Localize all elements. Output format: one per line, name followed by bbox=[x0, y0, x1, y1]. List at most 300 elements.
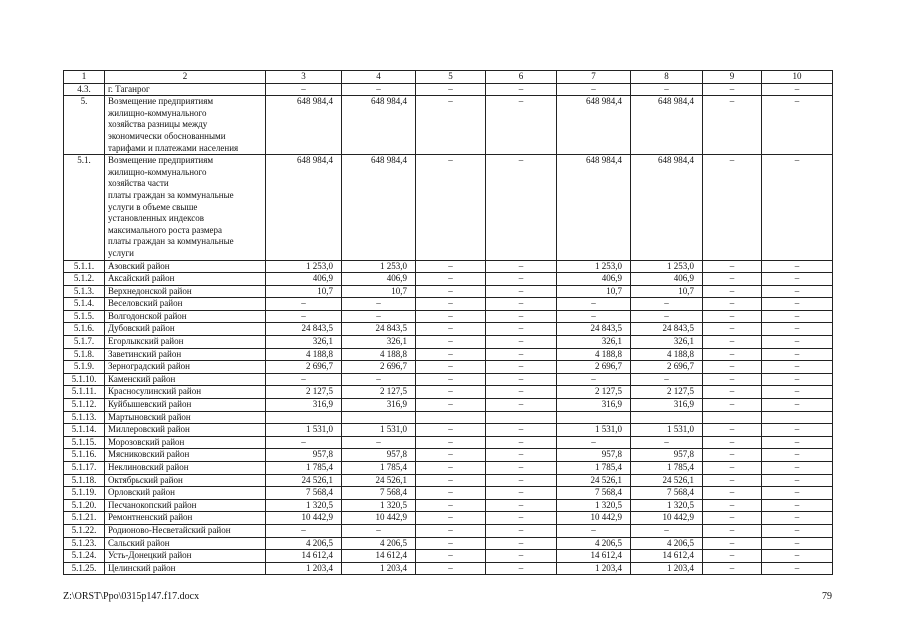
table-row bbox=[64, 524, 833, 537]
col8-cell: – bbox=[631, 83, 703, 96]
row-number-cell: 5. bbox=[64, 96, 105, 155]
row-number-cell: 5.1.13. bbox=[64, 411, 105, 424]
col9-cell: – bbox=[703, 260, 762, 273]
table-row bbox=[64, 373, 833, 386]
column-number-header: 9 bbox=[703, 71, 762, 84]
col3-cell: 316,9 bbox=[266, 399, 342, 412]
col3-cell: 14 612,4 bbox=[266, 550, 342, 563]
col9-cell: – bbox=[703, 386, 762, 399]
col9-cell: – bbox=[703, 424, 762, 437]
name-cell: Егорлыкский район bbox=[105, 336, 266, 349]
col8-cell: 14 612,4 bbox=[631, 550, 703, 563]
col7-cell: 1 531,0 bbox=[557, 424, 631, 437]
row-number-cell: 5.1.6. bbox=[64, 323, 105, 336]
col7-cell bbox=[557, 411, 631, 424]
col3-cell: 1 320,5 bbox=[266, 499, 342, 512]
col3-cell: 326,1 bbox=[266, 336, 342, 349]
col5-cell: – bbox=[416, 399, 486, 412]
row-number-cell: 5.1.7. bbox=[64, 336, 105, 349]
col7-cell: 406,9 bbox=[557, 273, 631, 286]
name-cell: Азовский район bbox=[105, 260, 266, 273]
footer-file-path: Z:\ORST\Ppo\0315p147.f17.docx bbox=[63, 591, 200, 602]
col9-cell: – bbox=[703, 487, 762, 500]
table-row bbox=[64, 562, 833, 575]
col10-cell: – bbox=[762, 260, 833, 273]
col9-cell: – bbox=[703, 436, 762, 449]
col8-cell: 1 320,5 bbox=[631, 499, 703, 512]
col4-cell: 957,8 bbox=[342, 449, 416, 462]
col8-cell: – bbox=[631, 436, 703, 449]
col10-cell: – bbox=[762, 155, 833, 260]
row-number-cell: 5.1.3. bbox=[64, 285, 105, 298]
table-row bbox=[64, 155, 833, 260]
col8-cell: 957,8 bbox=[631, 449, 703, 462]
table-row bbox=[64, 285, 833, 298]
col8-cell: – bbox=[631, 524, 703, 537]
col5-cell: – bbox=[416, 562, 486, 575]
col6-cell: – bbox=[486, 323, 557, 336]
col4-cell: 10,7 bbox=[342, 285, 416, 298]
col7-cell: – bbox=[557, 524, 631, 537]
column-number-header: 1 bbox=[64, 71, 105, 84]
column-number-header: 6 bbox=[486, 71, 557, 84]
col7-cell: 1 320,5 bbox=[557, 499, 631, 512]
row-number-cell: 5.1. bbox=[64, 155, 105, 260]
table-row bbox=[64, 386, 833, 399]
name-cell: Дубовский район bbox=[105, 323, 266, 336]
col10-cell: – bbox=[762, 512, 833, 525]
col10-cell: – bbox=[762, 562, 833, 575]
col5-cell: – bbox=[416, 323, 486, 336]
col5-cell: – bbox=[416, 499, 486, 512]
col7-cell: – bbox=[557, 373, 631, 386]
col9-cell: – bbox=[703, 399, 762, 412]
col5-cell: – bbox=[416, 348, 486, 361]
row-number-cell: 4.3. bbox=[64, 83, 105, 96]
col6-cell: – bbox=[486, 96, 557, 155]
col5-cell: – bbox=[416, 155, 486, 260]
col3-cell: 24 526,1 bbox=[266, 474, 342, 487]
col6-cell: – bbox=[486, 285, 557, 298]
col6-cell: – bbox=[486, 260, 557, 273]
name-cell: Каменский район bbox=[105, 373, 266, 386]
col8-cell: 316,9 bbox=[631, 399, 703, 412]
col3-cell: 4 188,8 bbox=[266, 348, 342, 361]
col4-cell: 24 526,1 bbox=[342, 474, 416, 487]
col3-cell: 648 984,4 bbox=[266, 96, 342, 155]
col3-cell: – bbox=[266, 83, 342, 96]
col9-cell: – bbox=[703, 348, 762, 361]
col5-cell: – bbox=[416, 462, 486, 475]
col9-cell: – bbox=[703, 310, 762, 323]
col4-cell bbox=[342, 411, 416, 424]
col6-cell: – bbox=[486, 462, 557, 475]
table-row bbox=[64, 424, 833, 437]
col8-cell: 326,1 bbox=[631, 336, 703, 349]
name-cell: Возмещение предприятиям жилищно-коммунального хозяйства разницы между экономически обоснованными тарифами и платежами населения bbox=[105, 96, 266, 155]
col8-cell: – bbox=[631, 298, 703, 311]
col4-cell: – bbox=[342, 310, 416, 323]
name-cell: Заветинский район bbox=[105, 348, 266, 361]
col5-cell: – bbox=[416, 550, 486, 563]
col3-cell: 4 206,5 bbox=[266, 537, 342, 550]
name-cell: Октябрьский район bbox=[105, 474, 266, 487]
col10-cell: – bbox=[762, 399, 833, 412]
col3-cell: 1 531,0 bbox=[266, 424, 342, 437]
col6-cell: – bbox=[486, 310, 557, 323]
col8-cell: 1 253,0 bbox=[631, 260, 703, 273]
table-row bbox=[64, 499, 833, 512]
row-number-cell: 5.1.21. bbox=[64, 512, 105, 525]
row-number-cell: 5.1.23. bbox=[64, 537, 105, 550]
col8-cell: 2 696,7 bbox=[631, 361, 703, 374]
col4-cell: – bbox=[342, 436, 416, 449]
col6-cell: – bbox=[486, 449, 557, 462]
row-number-cell: 5.1.20. bbox=[64, 499, 105, 512]
col4-cell: 1 203,4 bbox=[342, 562, 416, 575]
table-row bbox=[64, 474, 833, 487]
col3-cell: 7 568,4 bbox=[266, 487, 342, 500]
table-row bbox=[64, 512, 833, 525]
col4-cell: 10 442,9 bbox=[342, 512, 416, 525]
col8-cell: 10,7 bbox=[631, 285, 703, 298]
col4-cell: 1 253,0 bbox=[342, 260, 416, 273]
col6-cell: – bbox=[486, 562, 557, 575]
col10-cell: – bbox=[762, 386, 833, 399]
col4-cell: – bbox=[342, 298, 416, 311]
col10-cell: – bbox=[762, 436, 833, 449]
col5-cell: – bbox=[416, 310, 486, 323]
row-number-cell: 5.1.1. bbox=[64, 260, 105, 273]
col4-cell: – bbox=[342, 524, 416, 537]
col6-cell: – bbox=[486, 487, 557, 500]
col6-cell: – bbox=[486, 373, 557, 386]
table-row bbox=[64, 399, 833, 412]
col9-cell: – bbox=[703, 373, 762, 386]
col10-cell: – bbox=[762, 285, 833, 298]
col7-cell: – bbox=[557, 83, 631, 96]
col5-cell: – bbox=[416, 260, 486, 273]
col10-cell: – bbox=[762, 96, 833, 155]
col6-cell: – bbox=[486, 336, 557, 349]
row-number-cell: 5.1.16. bbox=[64, 449, 105, 462]
column-number-header: 2 bbox=[105, 71, 266, 84]
name-cell: Родионово-Несветайский район bbox=[105, 524, 266, 537]
row-number-cell: 5.1.15. bbox=[64, 436, 105, 449]
col8-cell: 648 984,4 bbox=[631, 96, 703, 155]
col10-cell: – bbox=[762, 487, 833, 500]
col6-cell: – bbox=[486, 399, 557, 412]
col4-cell: 2 696,7 bbox=[342, 361, 416, 374]
col10-cell: – bbox=[762, 424, 833, 437]
row-number-cell: 5.1.19. bbox=[64, 487, 105, 500]
name-cell: Волгодонской район bbox=[105, 310, 266, 323]
col7-cell: 326,1 bbox=[557, 336, 631, 349]
col8-cell: – bbox=[631, 373, 703, 386]
col6-cell: – bbox=[486, 348, 557, 361]
col4-cell: 7 568,4 bbox=[342, 487, 416, 500]
col6-cell: – bbox=[486, 550, 557, 563]
table-row bbox=[64, 260, 833, 273]
col10-cell: – bbox=[762, 310, 833, 323]
name-cell: Зерноградский район bbox=[105, 361, 266, 374]
col3-cell: – bbox=[266, 310, 342, 323]
col8-cell: 1 203,4 bbox=[631, 562, 703, 575]
col9-cell: – bbox=[703, 83, 762, 96]
col4-cell: 24 843,5 bbox=[342, 323, 416, 336]
col10-cell: – bbox=[762, 499, 833, 512]
col3-cell: 10 442,9 bbox=[266, 512, 342, 525]
col7-cell: 14 612,4 bbox=[557, 550, 631, 563]
col9-cell: – bbox=[703, 474, 762, 487]
col6-cell: – bbox=[486, 537, 557, 550]
col10-cell: – bbox=[762, 361, 833, 374]
page-number: 79 bbox=[822, 591, 832, 602]
col9-cell: – bbox=[703, 361, 762, 374]
col3-cell: 2 127,5 bbox=[266, 386, 342, 399]
col8-cell: 2 127,5 bbox=[631, 386, 703, 399]
col6-cell: – bbox=[486, 386, 557, 399]
col9-cell: – bbox=[703, 96, 762, 155]
col10-cell bbox=[762, 411, 833, 424]
row-number-cell: 5.1.8. bbox=[64, 348, 105, 361]
name-cell: Красносулинский район bbox=[105, 386, 266, 399]
column-number-header: 7 bbox=[557, 71, 631, 84]
col4-cell: 4 206,5 bbox=[342, 537, 416, 550]
col3-cell: – bbox=[266, 524, 342, 537]
col4-cell: 648 984,4 bbox=[342, 155, 416, 260]
col8-cell: 4 188,8 bbox=[631, 348, 703, 361]
column-number-header: 4 bbox=[342, 71, 416, 84]
col9-cell bbox=[703, 411, 762, 424]
column-number-header: 10 bbox=[762, 71, 833, 84]
col7-cell: 4 188,8 bbox=[557, 348, 631, 361]
col6-cell: – bbox=[486, 512, 557, 525]
col7-cell: 1 203,4 bbox=[557, 562, 631, 575]
header-row bbox=[64, 71, 833, 84]
col5-cell: – bbox=[416, 361, 486, 374]
col9-cell: – bbox=[703, 273, 762, 286]
col7-cell: 10,7 bbox=[557, 285, 631, 298]
row-number-cell: 5.1.5. bbox=[64, 310, 105, 323]
col7-cell: – bbox=[557, 436, 631, 449]
col10-cell: – bbox=[762, 449, 833, 462]
col3-cell: 2 696,7 bbox=[266, 361, 342, 374]
col6-cell: – bbox=[486, 436, 557, 449]
col4-cell: 648 984,4 bbox=[342, 96, 416, 155]
col8-cell: 10 442,9 bbox=[631, 512, 703, 525]
table-row bbox=[64, 298, 833, 311]
col5-cell: – bbox=[416, 285, 486, 298]
col4-cell: 1 531,0 bbox=[342, 424, 416, 437]
col4-cell: 406,9 bbox=[342, 273, 416, 286]
budget-table bbox=[63, 70, 833, 575]
col7-cell: 24 843,5 bbox=[557, 323, 631, 336]
col3-cell: 648 984,4 bbox=[266, 155, 342, 260]
col5-cell: – bbox=[416, 424, 486, 437]
col4-cell: 1 785,4 bbox=[342, 462, 416, 475]
row-number-cell: 5.1.2. bbox=[64, 273, 105, 286]
row-number-cell: 5.1.17. bbox=[64, 462, 105, 475]
name-cell: Сальский район bbox=[105, 537, 266, 550]
col7-cell: 7 568,4 bbox=[557, 487, 631, 500]
row-number-cell: 5.1.4. bbox=[64, 298, 105, 311]
col8-cell: 406,9 bbox=[631, 273, 703, 286]
table-row bbox=[64, 462, 833, 475]
row-number-cell: 5.1.24. bbox=[64, 550, 105, 563]
col6-cell: – bbox=[486, 424, 557, 437]
col3-cell: 1 785,4 bbox=[266, 462, 342, 475]
col6-cell: – bbox=[486, 474, 557, 487]
col5-cell: – bbox=[416, 474, 486, 487]
col9-cell: – bbox=[703, 336, 762, 349]
col10-cell: – bbox=[762, 550, 833, 563]
col7-cell: – bbox=[557, 310, 631, 323]
name-cell: Песчанокопский район bbox=[105, 499, 266, 512]
col3-cell: 957,8 bbox=[266, 449, 342, 462]
col9-cell: – bbox=[703, 524, 762, 537]
col10-cell: – bbox=[762, 524, 833, 537]
col4-cell: – bbox=[342, 373, 416, 386]
col4-cell: – bbox=[342, 83, 416, 96]
col3-cell: – bbox=[266, 373, 342, 386]
col5-cell: – bbox=[416, 524, 486, 537]
col8-cell: 648 984,4 bbox=[631, 155, 703, 260]
name-cell: Аксайский район bbox=[105, 273, 266, 286]
col9-cell: – bbox=[703, 562, 762, 575]
table-row bbox=[64, 96, 833, 155]
col8-cell: 1 531,0 bbox=[631, 424, 703, 437]
name-cell: Целинский район bbox=[105, 562, 266, 575]
name-cell: Усть-Донецкий район bbox=[105, 550, 266, 563]
row-number-cell: 5.1.18. bbox=[64, 474, 105, 487]
col9-cell: – bbox=[703, 512, 762, 525]
table-row bbox=[64, 323, 833, 336]
table-row bbox=[64, 537, 833, 550]
col7-cell: 4 206,5 bbox=[557, 537, 631, 550]
col10-cell: – bbox=[762, 336, 833, 349]
col9-cell: – bbox=[703, 462, 762, 475]
col3-cell: 24 843,5 bbox=[266, 323, 342, 336]
table-row bbox=[64, 310, 833, 323]
col8-cell: 24 843,5 bbox=[631, 323, 703, 336]
col6-cell: – bbox=[486, 499, 557, 512]
col10-cell: – bbox=[762, 348, 833, 361]
col5-cell: – bbox=[416, 83, 486, 96]
col4-cell: 316,9 bbox=[342, 399, 416, 412]
name-cell: Мартыновский район bbox=[105, 411, 266, 424]
col8-cell: 1 785,4 bbox=[631, 462, 703, 475]
col5-cell: – bbox=[416, 512, 486, 525]
col7-cell: 2 127,5 bbox=[557, 386, 631, 399]
table-row bbox=[64, 411, 833, 424]
col10-cell: – bbox=[762, 273, 833, 286]
col4-cell: 4 188,8 bbox=[342, 348, 416, 361]
col10-cell: – bbox=[762, 474, 833, 487]
col9-cell: – bbox=[703, 323, 762, 336]
table-row bbox=[64, 273, 833, 286]
name-cell: Веселовский район bbox=[105, 298, 266, 311]
col5-cell: – bbox=[416, 336, 486, 349]
col9-cell: – bbox=[703, 537, 762, 550]
row-number-cell: 5.1.14. bbox=[64, 424, 105, 437]
col9-cell: – bbox=[703, 298, 762, 311]
col5-cell: – bbox=[416, 96, 486, 155]
table-row bbox=[64, 550, 833, 563]
col8-cell: 4 206,5 bbox=[631, 537, 703, 550]
name-cell: г. Таганрог bbox=[105, 83, 266, 96]
col3-cell: – bbox=[266, 298, 342, 311]
col5-cell: – bbox=[416, 449, 486, 462]
col3-cell: 406,9 bbox=[266, 273, 342, 286]
col6-cell: – bbox=[486, 273, 557, 286]
col6-cell: – bbox=[486, 83, 557, 96]
col5-cell: – bbox=[416, 298, 486, 311]
name-cell: Верхнедонской район bbox=[105, 285, 266, 298]
col9-cell: – bbox=[703, 499, 762, 512]
col5-cell: – bbox=[416, 373, 486, 386]
col9-cell: – bbox=[703, 155, 762, 260]
col4-cell: 14 612,4 bbox=[342, 550, 416, 563]
col4-cell: 2 127,5 bbox=[342, 386, 416, 399]
col10-cell: – bbox=[762, 83, 833, 96]
col6-cell bbox=[486, 411, 557, 424]
col3-cell: 1 203,4 bbox=[266, 562, 342, 575]
col10-cell: – bbox=[762, 298, 833, 311]
col8-cell: – bbox=[631, 310, 703, 323]
col5-cell: – bbox=[416, 537, 486, 550]
col8-cell: 24 526,1 bbox=[631, 474, 703, 487]
col7-cell: 24 526,1 bbox=[557, 474, 631, 487]
column-number-header: 3 bbox=[266, 71, 342, 84]
col7-cell: 957,8 bbox=[557, 449, 631, 462]
row-number-cell: 5.1.25. bbox=[64, 562, 105, 575]
col7-cell: 648 984,4 bbox=[557, 96, 631, 155]
col9-cell: – bbox=[703, 285, 762, 298]
table-row bbox=[64, 361, 833, 374]
col7-cell: 1 785,4 bbox=[557, 462, 631, 475]
table-row bbox=[64, 449, 833, 462]
table-row bbox=[64, 348, 833, 361]
table-row bbox=[64, 436, 833, 449]
name-cell: Неклиновский район bbox=[105, 462, 266, 475]
col3-cell: 1 253,0 bbox=[266, 260, 342, 273]
col4-cell: 326,1 bbox=[342, 336, 416, 349]
col5-cell: – bbox=[416, 487, 486, 500]
name-cell: Миллеровский район bbox=[105, 424, 266, 437]
col6-cell: – bbox=[486, 155, 557, 260]
name-cell: Возмещение предприятиям жилищно-коммунального хозяйства части платы граждан за коммунальные услуги в объеме свыше установленных индексов максимального роста размера платы граждан за коммунальные услуги bbox=[105, 155, 266, 260]
col5-cell: – bbox=[416, 386, 486, 399]
col8-cell bbox=[631, 411, 703, 424]
row-number-cell: 5.1.12. bbox=[64, 399, 105, 412]
col7-cell: 10 442,9 bbox=[557, 512, 631, 525]
row-number-cell: 5.1.10. bbox=[64, 373, 105, 386]
col9-cell: – bbox=[703, 449, 762, 462]
col7-cell: 1 253,0 bbox=[557, 260, 631, 273]
col6-cell: – bbox=[486, 524, 557, 537]
col3-cell bbox=[266, 411, 342, 424]
column-number-header: 8 bbox=[631, 71, 703, 84]
name-cell: Мясниковский район bbox=[105, 449, 266, 462]
table-row bbox=[64, 336, 833, 349]
col3-cell: – bbox=[266, 436, 342, 449]
row-number-cell: 5.1.22. bbox=[64, 524, 105, 537]
col6-cell: – bbox=[486, 298, 557, 311]
row-number-cell: 5.1.11. bbox=[64, 386, 105, 399]
col5-cell: – bbox=[416, 436, 486, 449]
table-row bbox=[64, 487, 833, 500]
